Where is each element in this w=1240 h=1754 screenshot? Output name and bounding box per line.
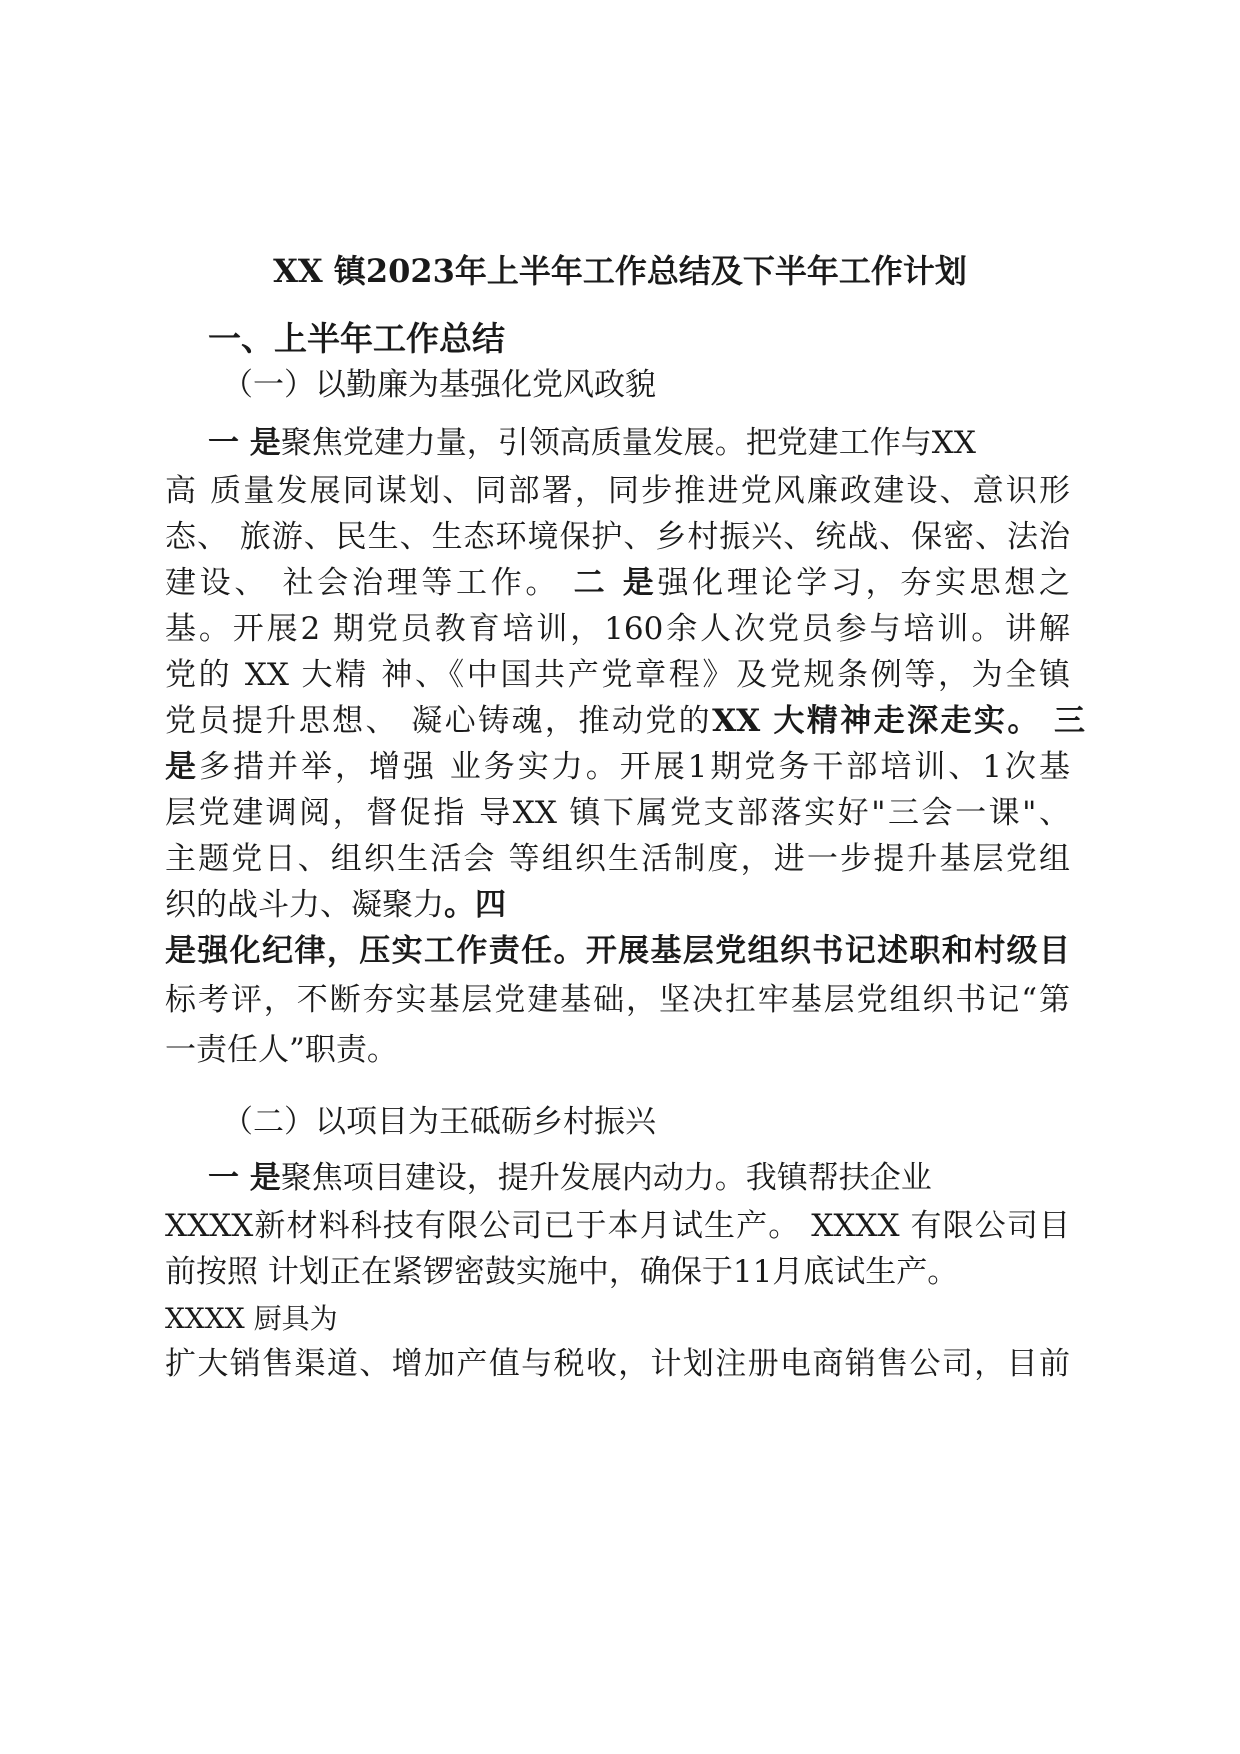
section-heading: 一、上半年工作总结 [208,319,505,358]
paragraph-line: 层党建调阅，督促指 导XX 镇下属党支部落实好"三会一课"、 [165,795,1070,831]
paragraph-line: XXXX新材料科技有限公司已于本月试生产。 XXXX 有限公司目 [165,1208,1070,1244]
document-title: XX 镇2023年上半年工作总结及下半年工作计划 [273,252,967,290]
paragraph-line: 一 是聚焦党建力量，引领高质量发展。把党建工作与XX [208,425,976,461]
paragraph-line: 织的战斗力、凝聚力。四 [165,887,506,923]
paragraph-line: 前按照 计划正在紧锣密鼓实施中，确保于11月底试生产。 [165,1254,959,1290]
paragraph-line: 一 是聚焦项目建设，提升发展内动力。我镇帮扶企业 [208,1160,932,1196]
paragraph-line: 主题党日、组织生活会 等组织生活制度，进一步提升基层党组 [165,841,1070,877]
paragraph-line: 扩大销售渠道、增加产值与税收，计划注册电商销售公司，目前 [165,1346,1070,1382]
paragraph-line: 高 质量发展同谋划、同部署，同步推进党风廉政建设、意识形 [165,473,1070,509]
paragraph-line: 是多措并举，增强 业务实力。开展1期党务干部培训、1次基 [165,749,1070,785]
subsection-heading: （一）以勤廉为基强化党风政貌 [222,367,656,403]
paragraph-line: 态、 旅游、民生、生态环境保护、乡村振兴、统战、保密、法治 [165,519,1070,555]
paragraph-line: 基。开展2 期党员教育培训，160余人次党员参与培训。讲解 [165,611,1070,647]
paragraph-line: 党的 XX 大精 神、《中国共产党章程》及党规条例等，为全镇 [165,657,1070,693]
paragraph-line: 是强化纪律，压实工作责任。开展基层党组织书记述职和村级目 [165,933,1070,969]
paragraph-line: XXXX 厨具为 [165,1302,338,1335]
subsection-heading: （二）以项目为王砥砺乡村振兴 [222,1104,656,1140]
paragraph-line: 一责任人”职责。 [165,1032,398,1068]
paragraph-line: 标考评，不断夯实基层党建基础，坚决扛牢基层党组织书记“第 [165,982,1070,1018]
paragraph-line: 建设、 社会治理等工作。 二 是强化理论学习，夯实思想之 [165,565,1070,601]
paragraph-line: 党员提升思想、 凝心铸魂，推动党的XX 大精神走深走实。 三 [165,703,1085,739]
